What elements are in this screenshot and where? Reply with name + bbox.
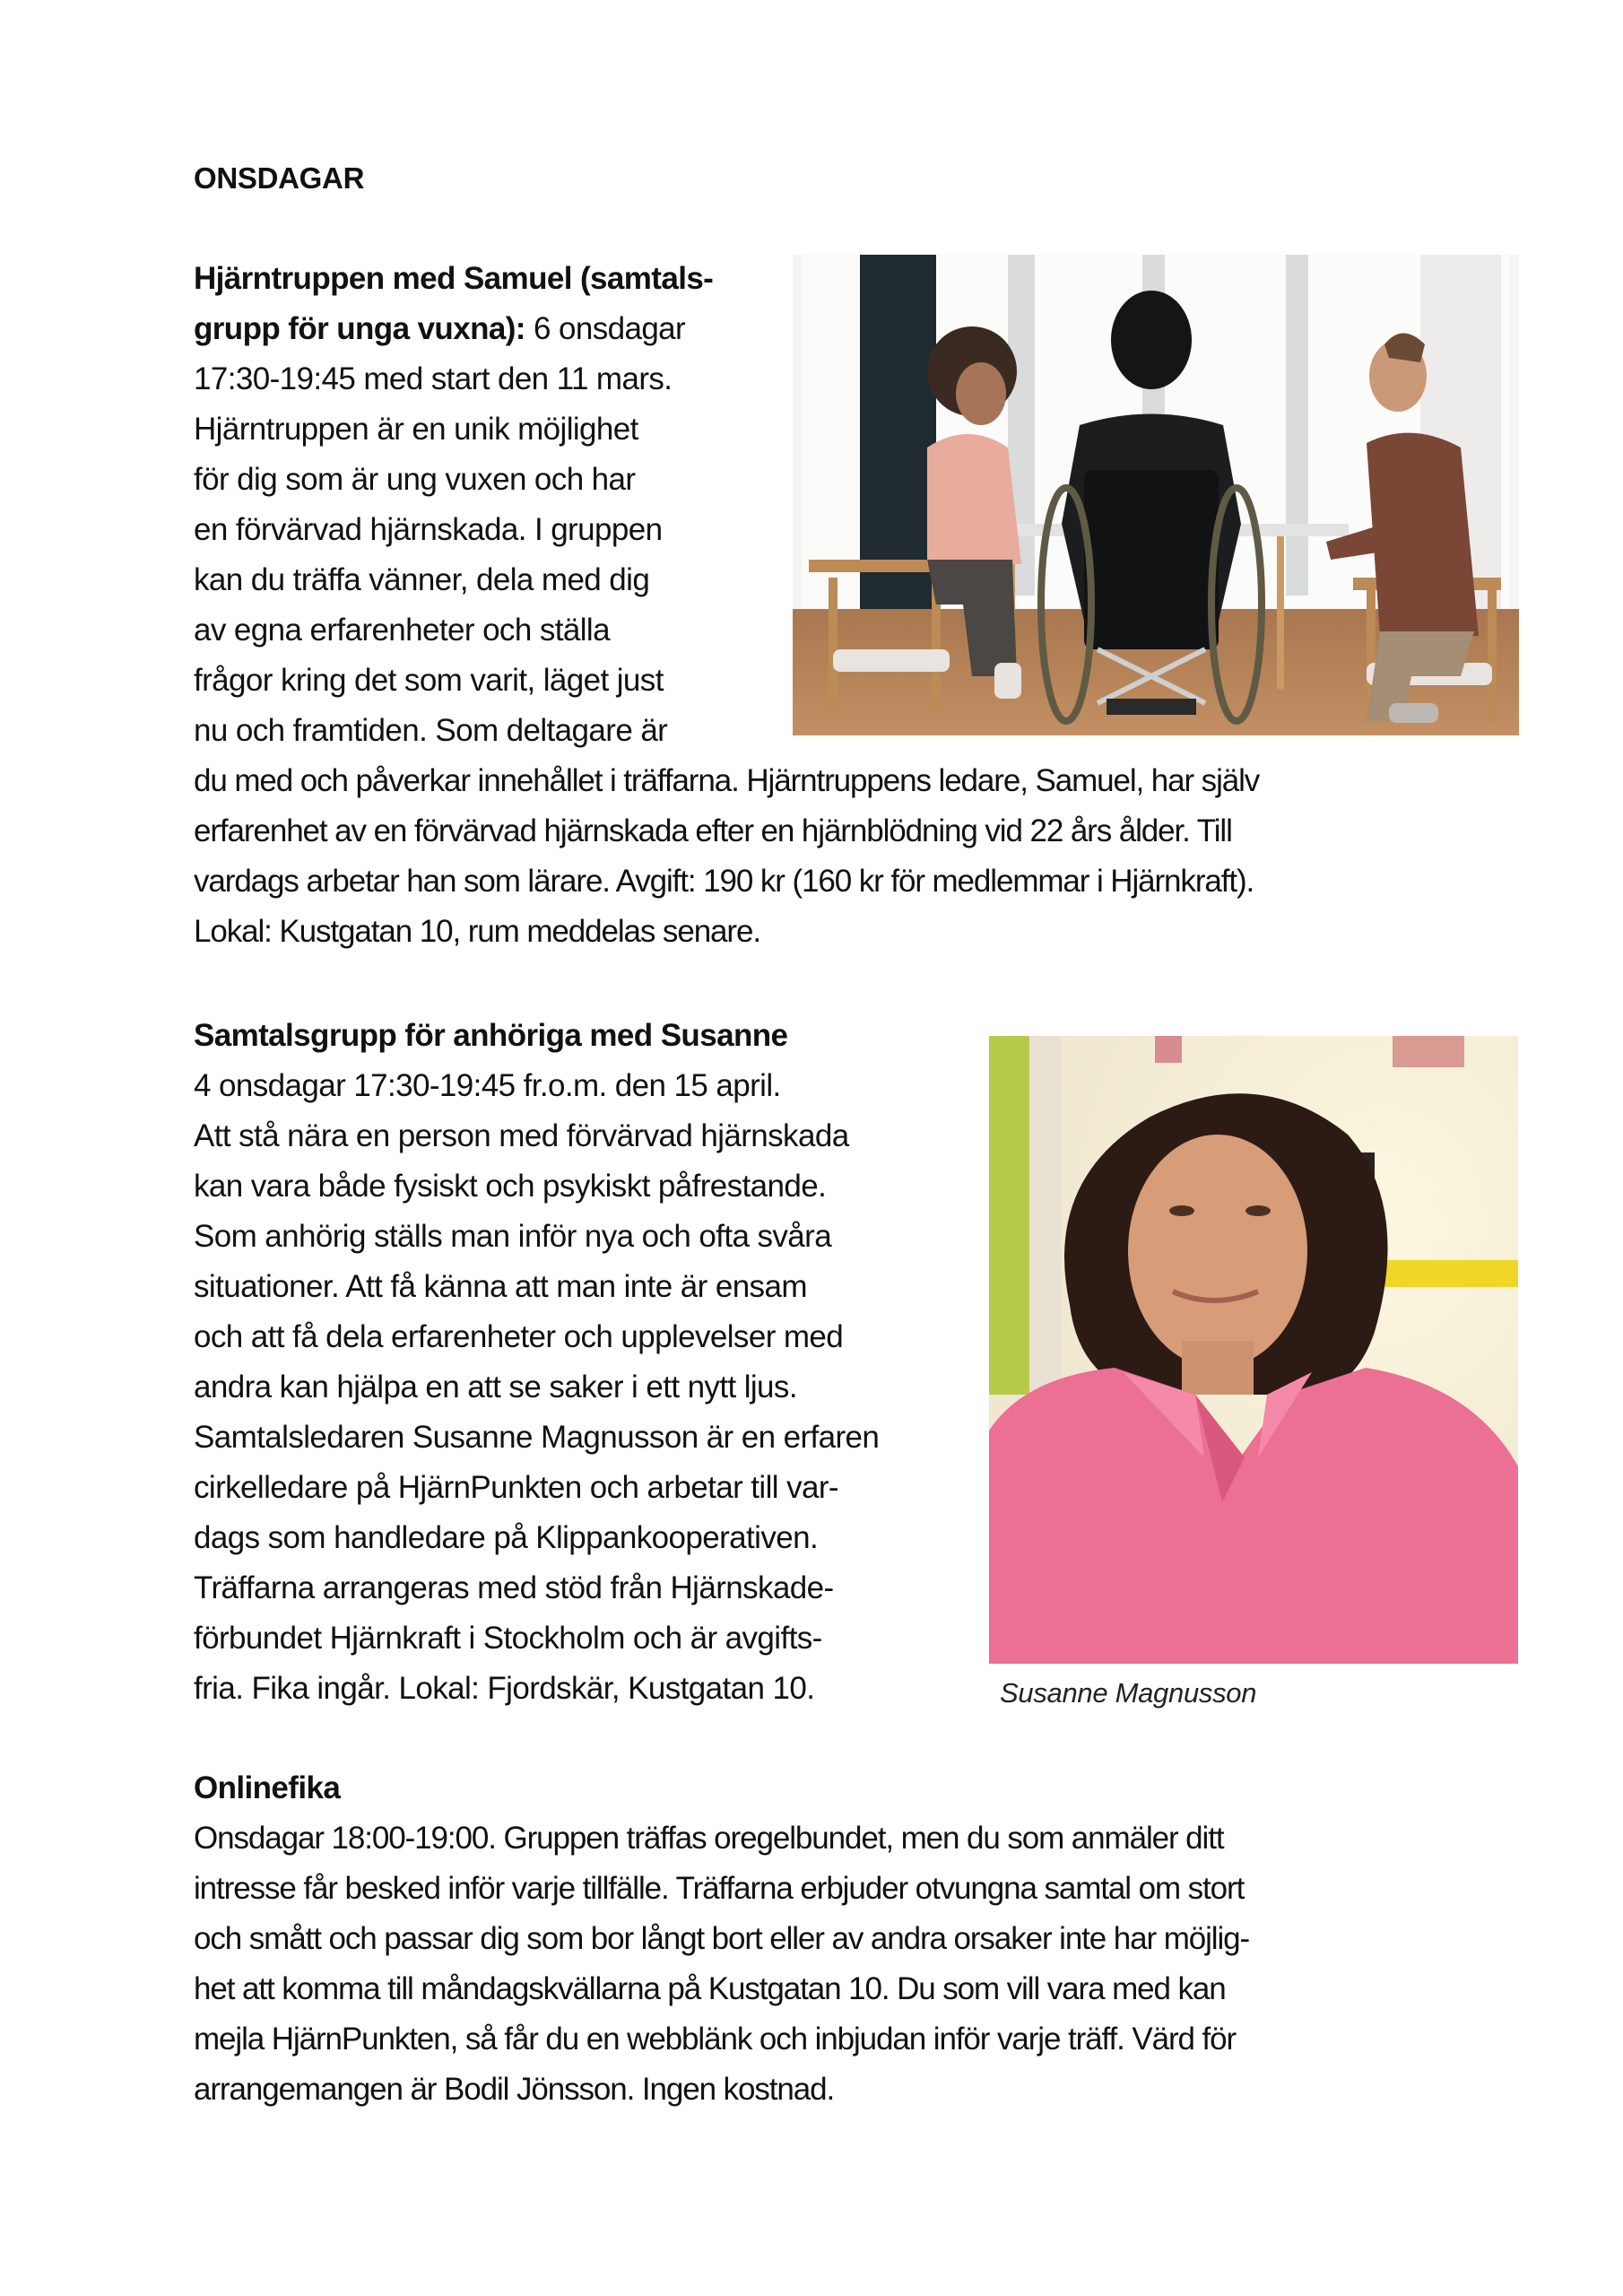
body-line: Lokal: Kustgatan 10, rum meddelas senare. (194, 914, 760, 949)
body-line: och att få dela erfarenheter och upplevelser med (194, 1319, 844, 1354)
body-line: fria. Fika ingår. Lokal: Fjordskär, Kustgatan 10. (194, 1671, 815, 1706)
body-line: nu och framtiden. Som deltagare är (194, 713, 668, 748)
body-line: Hjärntruppen är en unik möjlighet (194, 412, 638, 447)
section-anhoriga (194, 1011, 879, 1714)
body-line: för dig som är ung vuxen och har (194, 462, 636, 497)
body-line: 4 onsdagar 17:30-19:45 fr.o.m. den 15 april. (194, 1068, 781, 1103)
page-heading: ONSDAGAR (194, 161, 365, 195)
body-line: andra kan hjälpa en att se saker i ett nytt ljus. (194, 1370, 797, 1405)
body-line: mejla HjärnPunkten, så får du en webblänk och inbjudan inför varje träff. Värd för (194, 2022, 1237, 2057)
body-line: förbundet Hjärnkraft i Stockholm och är avgifts- (194, 1621, 822, 1656)
photo-caption: Susanne Magnusson (1000, 1677, 1257, 1709)
section-title: Samtalsgrupp för anhöriga med Susanne (194, 1018, 788, 1053)
body-line: du med och påverkar innehållet i träffarna. Hjärntruppens ledare, Samuel, har själv (194, 763, 1260, 798)
body-line: erfarenhet av en förvärvad hjärnskada efter en hjärnblödning vid 22 års ålder. Till (194, 813, 1232, 848)
body-line: dags som handledare på Klippankooperativen. (194, 1520, 819, 1555)
body-line: och smått och passar dig som bor långt bort eller av andra orsaker inte har möjlig- (194, 1921, 1250, 1956)
section-title-cont: grupp för unga vuxna): (194, 311, 525, 346)
body-text: 6 onsdagar (525, 311, 686, 346)
body-line: av egna erfarenheter och ställa (194, 613, 610, 648)
body-line: 17:30-19:45 med start den 11 mars. (194, 361, 673, 396)
body-line: cirkelledare på HjärnPunkten och arbetar till var- (194, 1470, 838, 1505)
body-line: Träffarna arrangeras med stöd från Hjärnskade- (194, 1570, 834, 1605)
body-line: kan du träffa vänner, dela med dig (194, 562, 650, 597)
section-onlinefika (194, 1763, 1249, 2115)
body-line: arrangemangen är Bodil Jönsson. Ingen kostnad. (194, 2072, 835, 2107)
body-line: vardags arbetar han som lärare. Avgift: 190 kr (160 kr för medlemmar i Hjärnkraft). (194, 864, 1254, 899)
section-title: Hjärntruppen med Samuel (samtals- (194, 261, 714, 296)
body-line: Att stå nära en person med förvärvad hjärnskada (194, 1118, 849, 1153)
portrait-photo (989, 1036, 1518, 1664)
body-line: Onsdagar 18:00-19:00. Gruppen träffas oregelbundet, men du som anmäler ditt (194, 1821, 1224, 1856)
body-line: en förvärvad hjärnskada. I gruppen (194, 512, 663, 547)
body-line: kan vara både fysiskt och psykiskt påfrestande. (194, 1169, 827, 1204)
group-meeting-photo (793, 255, 1519, 735)
body-line: Samtalsledaren Susanne Magnusson är en erfaren (194, 1420, 880, 1455)
body-line: Som anhörig ställs man inför nya och ofta svåra (194, 1219, 832, 1254)
body-line: het att komma till måndagskvällarna på Kustgatan 10. Du som vill vara med kan (194, 1971, 1226, 2006)
body-line: frågor kring det som varit, läget just (194, 663, 664, 698)
body-line: situationer. Att få känna att man inte är ensam (194, 1269, 807, 1304)
body-line: intresse får besked inför varje tillfälle. Träffarna erbjuder otvungna samtal om stort (194, 1871, 1245, 1906)
section-title: Onlinefika (194, 1770, 341, 1805)
